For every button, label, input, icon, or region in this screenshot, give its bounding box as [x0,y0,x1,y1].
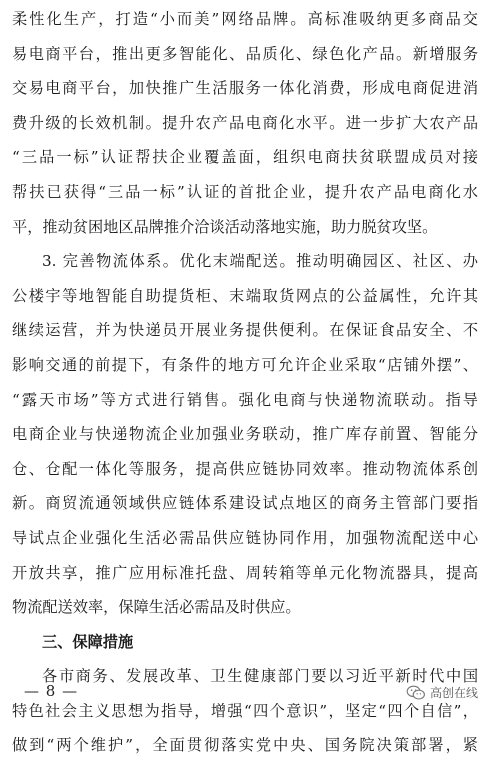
wechat-icon [406,685,426,701]
text-line: 导试点企业强化生活必需品供应链协同作用，加强物流配送中心 [12,528,478,547]
section-heading: 三、保障措施 [42,632,134,651]
text-line: 做到“两个维护”，全面贯彻落实党中央、国务院决策部署，紧 [12,736,478,755]
text-line: 易电商平台，推出更多智能化、品质化、绿色化产品。新增服务 [12,44,478,63]
text-line: 公楼宇等地智能自助提货柜、末端取货网点的公益属性，允许其 [12,286,478,305]
text-line: 柔性化生产，打造“小而美”网络品牌。高标准吸纳更多商品交 [12,10,478,28]
page-number: — 8 — [24,682,79,700]
watermark [406,684,478,701]
text-line: “露天市场”等方式进行销售。强化电商与快递物流联动。指导 [12,390,478,409]
text-line: 交易电商平台，加快推广生活服务一体化消费，形成电商促进消 [12,79,478,98]
text-line: “三品一标”认证帮扶企业覆盖面，组织电商扶贫联盟成员对接 [12,148,478,167]
text-line: 费升级的长效机制。提升农产品电商化水平。进一步扩大农产品 [12,113,478,132]
text-line: 3. 完善物流体系。优化末端配送。推动明确园区、社区、办 [42,252,478,271]
document-body [12,2,478,763]
text-line: 各市商务、发展改革、卫生健康部门要以习近平新时代中国 [42,667,478,686]
text-line: 帮扶已获得“三品一标”认证的首批企业，提升农产品电商化水 [12,182,478,201]
text-line: 电商企业与快递物流企业加强业务联动，推广库存前置、智能分 [12,425,478,444]
text-line: 仓、仓配一体化等服务，提高供应链协同效率。推动物流体系创 [12,459,478,478]
text-line: 特色社会主义思想为指导，增强“四个意识”，坚定“四个自信”， [12,701,478,720]
watermark-text: 高创在线 [429,686,478,700]
text-line: 继续运营，并为快递员开展业务提供便利。在保证食品安全、不 [12,321,478,340]
text-line: 平，推动贫困地区品牌推介洽谈活动落地实施，助力脱贫攻坚。 [12,217,438,236]
text-line: 物流配送效率，保障生活必需品及时供应。 [12,598,301,617]
text-line: 新。商贸流通领域供应链体系建设试点地区的商务主管部门要指 [12,494,478,513]
text-line: 影响交通的前提下，有条件的地方可允许企业采取“店铺外摆”、 [12,355,478,374]
text-line: 开放共享，推广应用标准托盘、周转箱等单元化物流器具，提高 [12,563,478,582]
